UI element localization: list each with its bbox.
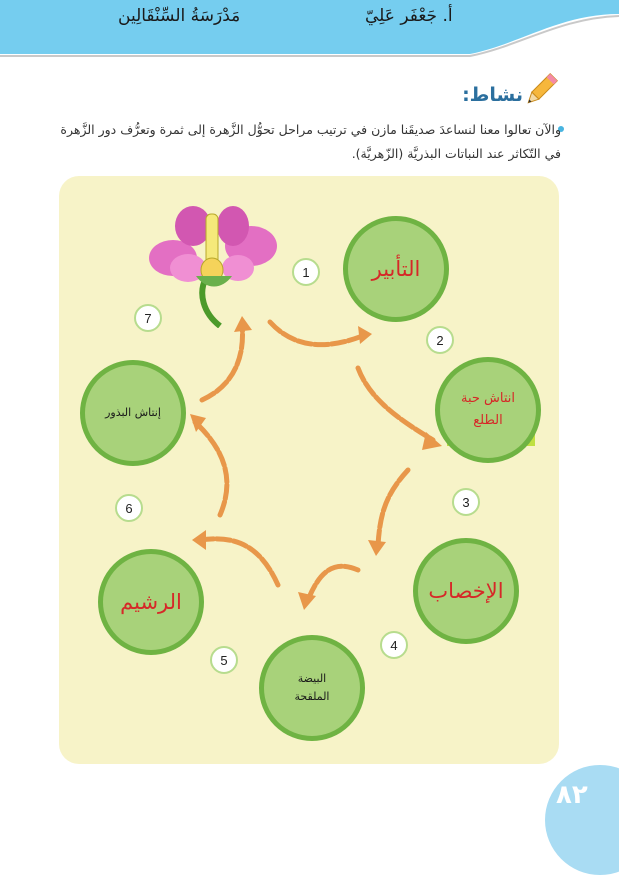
stage-pollen-germination xyxy=(435,357,541,463)
intro-text: والآن تعالوا معنا لنساعدَ صديقَنا مازن في ترتيب مراحل تحوُّل الزَّهرة إلى ثمرة وتعرُّف دور الزَّهرة في التّكاثر عند النباتات البذريَّة (الزّهريَّة). xyxy=(60,122,561,161)
step-number: 6 xyxy=(115,494,143,522)
flower-icon xyxy=(148,198,278,328)
step-number: 5 xyxy=(210,646,238,674)
stage-embryo xyxy=(98,549,204,655)
page-number: ٨٢ xyxy=(556,780,588,810)
header-band xyxy=(0,0,619,60)
stage-zygote xyxy=(259,635,365,741)
stage-label: التأبير xyxy=(371,257,421,281)
stage-label: انتاش حبة الطلع xyxy=(460,391,516,428)
stage-label: الرشيم xyxy=(120,590,182,614)
stage-label: الإخصاب xyxy=(428,579,504,603)
school-name: مَدْرَسَةُ السِّنْقَالِين xyxy=(118,6,241,26)
step-number: 7 xyxy=(134,304,162,332)
teacher-name: أ. جَعْفَر عَلِيّ xyxy=(365,6,453,26)
stage-seed-germination xyxy=(80,360,186,466)
activity-title: نشاط: xyxy=(462,84,523,106)
step-number: 3 xyxy=(452,488,480,516)
stage-fertilization xyxy=(413,538,519,644)
stage-pollination xyxy=(343,216,449,322)
step-number: 1 xyxy=(292,258,320,286)
stage-label: البيضة الملقحة xyxy=(294,672,330,703)
stage-label: إنتاش البذور xyxy=(105,406,161,419)
step-number: 4 xyxy=(380,631,408,659)
pencil-icon xyxy=(521,70,561,110)
step-number: 2 xyxy=(426,326,454,354)
